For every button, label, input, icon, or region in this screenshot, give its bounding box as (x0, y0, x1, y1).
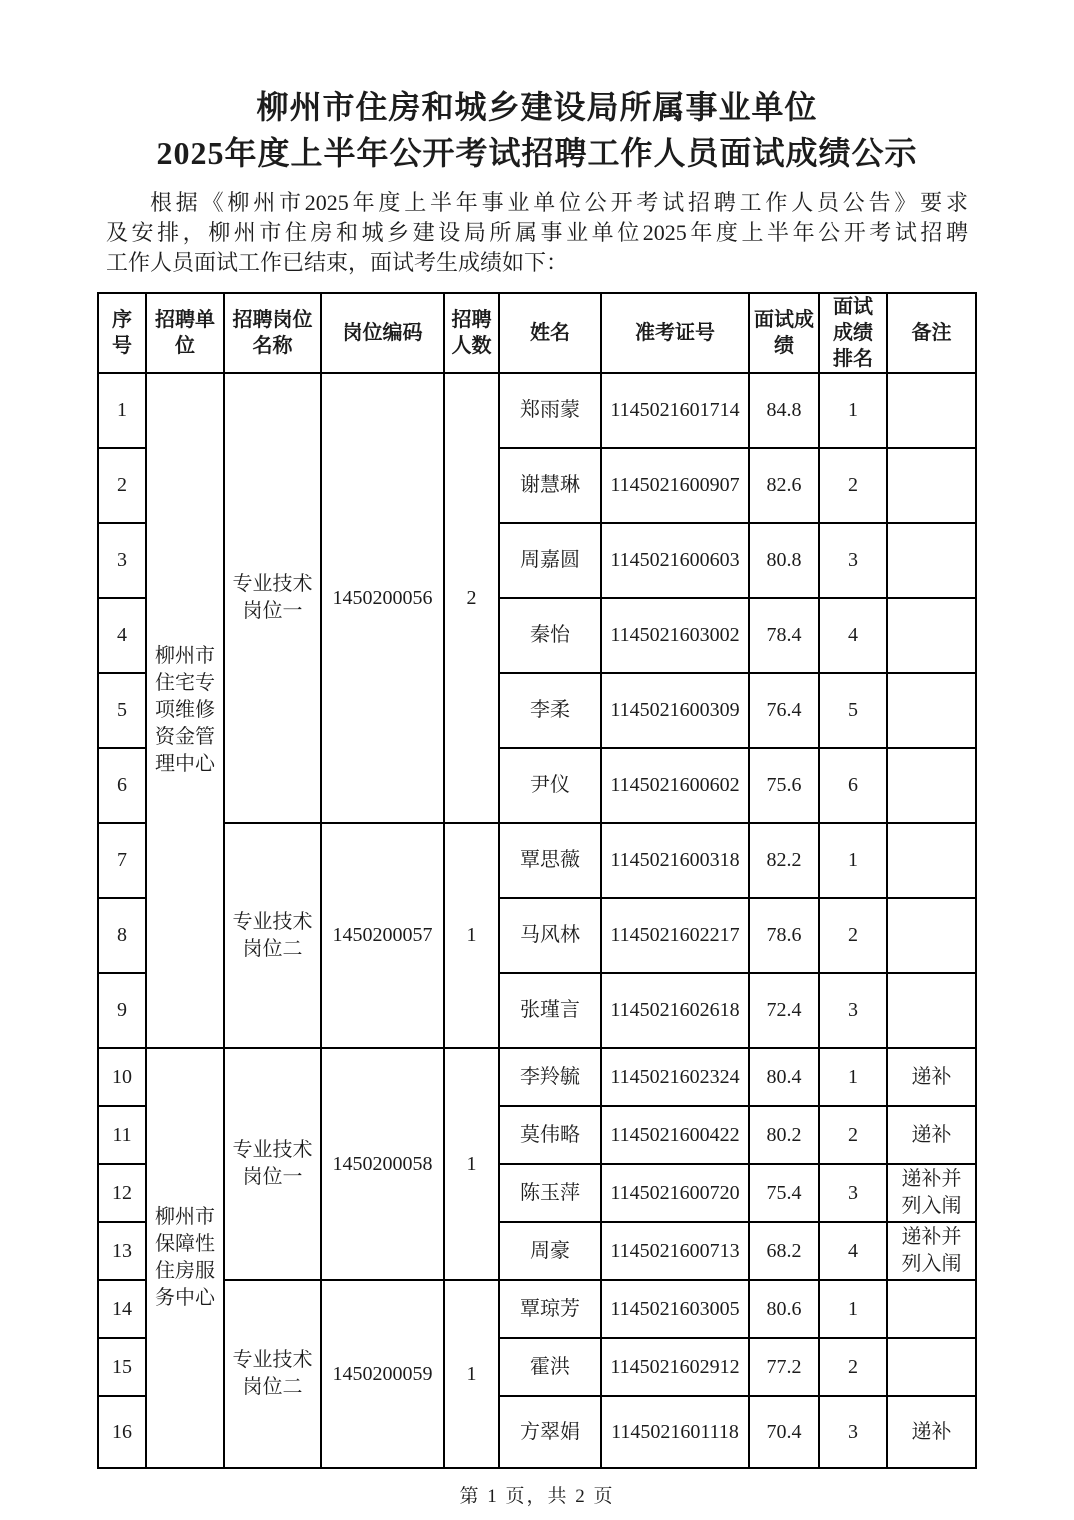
header-position: 招聘岗位名称 (224, 293, 321, 373)
cell-name: 谢慧琳 (499, 448, 601, 523)
cell-score: 72.4 (749, 973, 819, 1048)
cell-score: 68.2 (749, 1222, 819, 1280)
cell-no: 2 (98, 448, 146, 523)
cell-rank: 4 (819, 1222, 887, 1280)
cell-ticket: 1145021600422 (601, 1106, 749, 1164)
cell-score: 84.8 (749, 373, 819, 448)
cell-ticket: 1145021600713 (601, 1222, 749, 1280)
cell-unit: 柳州市保障性住房服务中心 (146, 1048, 224, 1468)
cell-rank: 4 (819, 598, 887, 673)
cell-ticket: 1145021600907 (601, 448, 749, 523)
cell-no: 9 (98, 973, 146, 1048)
cell-no: 12 (98, 1164, 146, 1222)
table-row (98, 1280, 976, 1338)
table-row (98, 1048, 976, 1106)
header-ticket: 准考证号 (601, 293, 749, 373)
cell-score: 82.2 (749, 823, 819, 898)
cell-name: 尹仪 (499, 748, 601, 823)
cell-no: 16 (98, 1396, 146, 1468)
cell-no: 14 (98, 1280, 146, 1338)
cell-ticket: 1145021602217 (601, 898, 749, 973)
cell-note: 递补 (887, 1106, 976, 1164)
cell-note (887, 1338, 976, 1396)
cell-ticket: 1145021600602 (601, 748, 749, 823)
cell-note (887, 748, 976, 823)
cell-name: 周嘉圆 (499, 523, 601, 598)
interview-score-table (97, 292, 977, 1469)
cell-no: 5 (98, 673, 146, 748)
cell-code: 1450200057 (321, 823, 444, 1048)
cell-no: 15 (98, 1338, 146, 1396)
cell-score: 78.4 (749, 598, 819, 673)
table-row (98, 373, 976, 448)
cell-ticket: 1145021600309 (601, 673, 749, 748)
cell-rank: 3 (819, 1164, 887, 1222)
cell-score: 75.4 (749, 1164, 819, 1222)
header-note: 备注 (887, 293, 976, 373)
cell-code: 1450200056 (321, 373, 444, 823)
cell-rank: 3 (819, 1396, 887, 1468)
cell-rank: 1 (819, 1280, 887, 1338)
cell-count: 1 (444, 823, 499, 1048)
page-number: 第 1 页，共 2 页 (459, 1486, 615, 1507)
cell-score: 80.4 (749, 1048, 819, 1106)
intro-line: 及安排，柳州市住房和城乡建设局所属事业单位2025年度上半年公开考试招聘 (106, 220, 968, 245)
cell-no: 13 (98, 1222, 146, 1280)
cell-no: 11 (98, 1106, 146, 1164)
cell-note: 递补并列入闱 (887, 1222, 976, 1280)
cell-position: 专业技术岗位二 (224, 823, 321, 1048)
cell-position: 专业技术岗位二 (224, 1280, 321, 1468)
cell-note (887, 523, 976, 598)
cell-name: 马风林 (499, 898, 601, 973)
cell-ticket: 1145021603002 (601, 598, 749, 673)
cell-note (887, 973, 976, 1048)
table-header-row (98, 293, 976, 373)
cell-count: 1 (444, 1048, 499, 1280)
cell-ticket: 1145021603005 (601, 1280, 749, 1338)
cell-ticket: 1145021602324 (601, 1048, 749, 1106)
cell-note (887, 448, 976, 523)
cell-code: 1450200059 (321, 1280, 444, 1468)
cell-name: 李柔 (499, 673, 601, 748)
cell-score: 80.2 (749, 1106, 819, 1164)
cell-name: 莫伟略 (499, 1106, 601, 1164)
cell-position: 专业技术岗位一 (224, 1048, 321, 1280)
cell-rank: 6 (819, 748, 887, 823)
cell-ticket: 1145021601714 (601, 373, 749, 448)
cell-count: 2 (444, 373, 499, 823)
cell-name: 霍洪 (499, 1338, 601, 1396)
cell-name: 李羚毓 (499, 1048, 601, 1106)
cell-name: 覃琼芳 (499, 1280, 601, 1338)
cell-rank: 5 (819, 673, 887, 748)
cell-ticket: 1145021600720 (601, 1164, 749, 1222)
cell-no: 4 (98, 598, 146, 673)
cell-score: 76.4 (749, 673, 819, 748)
cell-no: 10 (98, 1048, 146, 1106)
cell-no: 7 (98, 823, 146, 898)
cell-name: 郑雨蒙 (499, 373, 601, 448)
cell-name: 张瑾言 (499, 973, 601, 1048)
cell-ticket: 1145021602912 (601, 1338, 749, 1396)
header-rank: 面试成绩排名 (819, 293, 887, 373)
cell-rank: 2 (819, 448, 887, 523)
title-line-2: 2025年度上半年公开考试招聘工作人员面试成绩公示 (156, 135, 918, 171)
cell-no: 1 (98, 373, 146, 448)
cell-name: 陈玉萍 (499, 1164, 601, 1222)
cell-ticket: 1145021600318 (601, 823, 749, 898)
cell-rank: 1 (819, 373, 887, 448)
cell-no: 8 (98, 898, 146, 973)
header-no: 序号 (98, 293, 146, 373)
cell-note (887, 1280, 976, 1338)
cell-score: 78.6 (749, 898, 819, 973)
cell-unit: 柳州市住宅专项维修资金管理中心 (146, 373, 224, 1048)
cell-rank: 2 (819, 1338, 887, 1396)
title-line-1: 柳州市住房和城乡建设局所属事业单位 (256, 89, 818, 125)
cell-rank: 1 (819, 1048, 887, 1106)
header-score: 面试成绩 (749, 293, 819, 373)
cell-no: 6 (98, 748, 146, 823)
cell-note (887, 898, 976, 973)
cell-score: 82.6 (749, 448, 819, 523)
cell-rank: 3 (819, 973, 887, 1048)
cell-note (887, 823, 976, 898)
cell-rank: 2 (819, 898, 887, 973)
header-count: 招聘人数 (444, 293, 499, 373)
cell-note (887, 598, 976, 673)
cell-note (887, 673, 976, 748)
cell-note: 递补并列入闱 (887, 1164, 976, 1222)
header-unit: 招聘单位 (146, 293, 224, 373)
table-row (98, 823, 976, 898)
cell-code: 1450200058 (321, 1048, 444, 1280)
cell-position: 专业技术岗位一 (224, 373, 321, 823)
cell-rank: 1 (819, 823, 887, 898)
intro-line: 工作人员面试工作已结束，面试考生成绩如下： (106, 250, 569, 275)
intro-paragraph (106, 188, 968, 278)
cell-note: 递补 (887, 1048, 976, 1106)
cell-note: 递补 (887, 1396, 976, 1468)
cell-rank: 3 (819, 523, 887, 598)
cell-no: 3 (98, 523, 146, 598)
document-title (0, 0, 1074, 176)
cell-ticket: 1145021601118 (601, 1396, 749, 1468)
cell-ticket: 1145021602618 (601, 973, 749, 1048)
intro-line: 根据《柳州市2025年度上半年事业单位公开考试招聘工作人员公告》要求 (150, 190, 968, 215)
header-name: 姓名 (499, 293, 601, 373)
cell-note (887, 373, 976, 448)
cell-count: 1 (444, 1280, 499, 1468)
cell-rank: 2 (819, 1106, 887, 1164)
cell-ticket: 1145021600603 (601, 523, 749, 598)
cell-name: 覃思薇 (499, 823, 601, 898)
cell-score: 70.4 (749, 1396, 819, 1468)
header-code: 岗位编码 (321, 293, 444, 373)
cell-name: 方翠娟 (499, 1396, 601, 1468)
cell-score: 77.2 (749, 1338, 819, 1396)
cell-score: 80.8 (749, 523, 819, 598)
cell-score: 75.6 (749, 748, 819, 823)
cell-name: 周豪 (499, 1222, 601, 1280)
cell-score: 80.6 (749, 1280, 819, 1338)
cell-name: 秦怡 (499, 598, 601, 673)
